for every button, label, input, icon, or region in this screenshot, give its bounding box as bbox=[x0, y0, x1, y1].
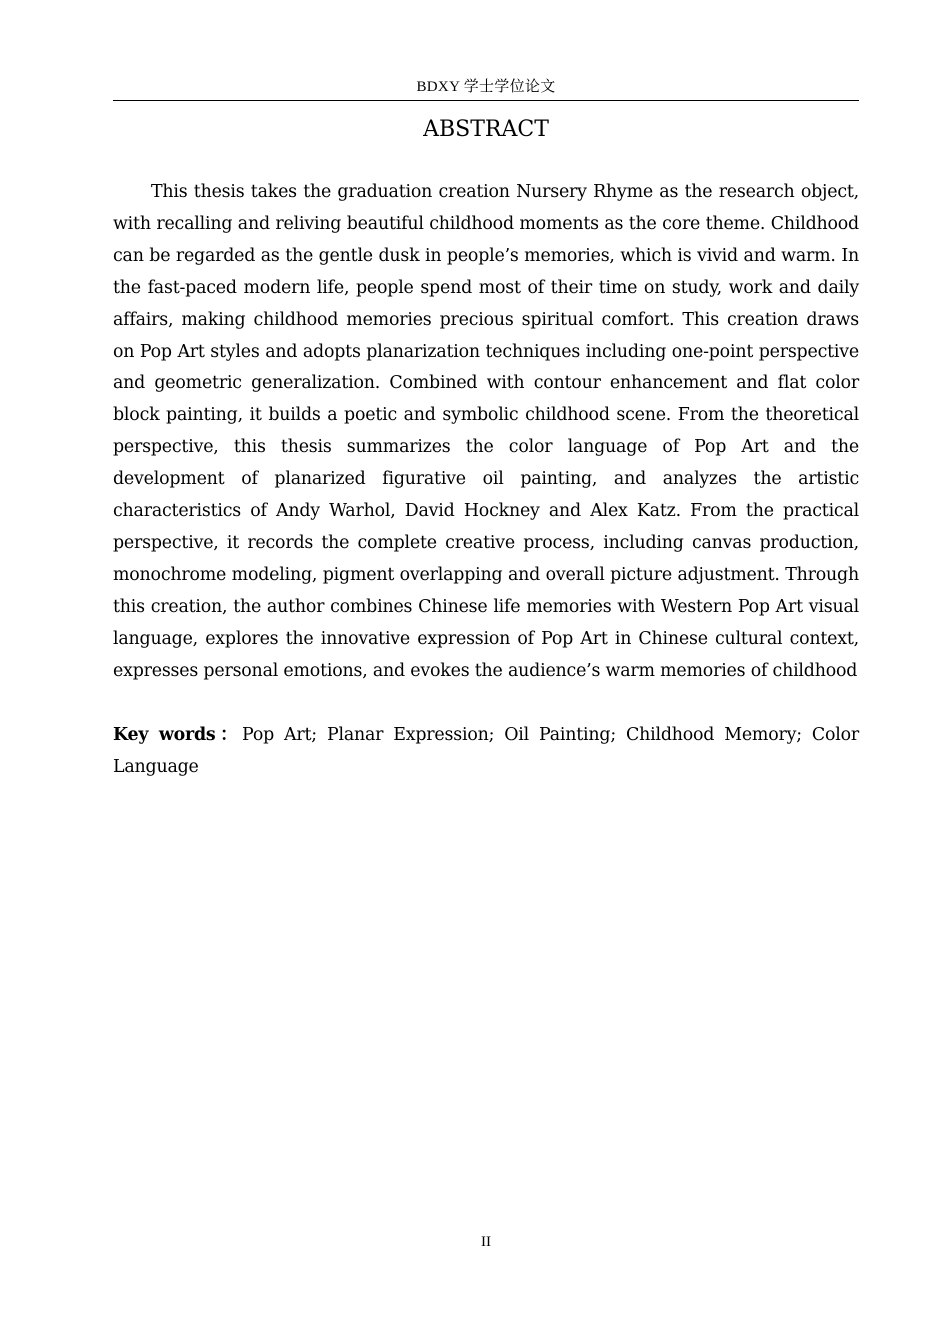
keywords-label: Key words： bbox=[113, 725, 243, 745]
header-divider bbox=[113, 100, 859, 101]
abstract-title: ABSTRACT bbox=[423, 117, 549, 142]
keywords-list: Pop Art; Planar Expression; Oil Painting; Childhood Memory; Color Language bbox=[113, 725, 860, 777]
abstract-paragraph: This thesis takes the graduation creation Nursery Rhyme as the research object, with recalling and reliving beautiful childhood moments as the core theme. Childhood can be regarded as the gentle dusk in people’s memories, which is vivid and warm. In the fast-paced modern life, people spend most of their time on study, work and daily affairs, making childhood memories precious spiritual comfort. This creation draws on Pop Art styles and adopts planarization techniques including one-point perspective and geometric generalization. Combined with contour enhancement and flat color block painting, it builds a poetic and symbolic childhood scene. From the theoretical perspective, this thesis summarizes the color language of Pop Art and the development of planarized figurative oil painting, and analyzes the artistic characteristics of Andy Warhol, David Hockney and Alex Katz. From the practical perspective, it records the complete creative process, including canvas production, monochrome modeling, pigment overlapping and overall picture adjustment. Through this creation, the author combines Chinese life memories with Western Pop Art visual language, explores the innovative expression of Pop Art in Chinese cultural context, expresses personal emotions, and evokes the audience’s warm memories of childhood bbox=[113, 182, 859, 681]
page-number: II bbox=[481, 1234, 491, 1250]
keywords-line bbox=[113, 720, 859, 784]
running-header: BDXY 学士学位论文 bbox=[416, 79, 556, 95]
